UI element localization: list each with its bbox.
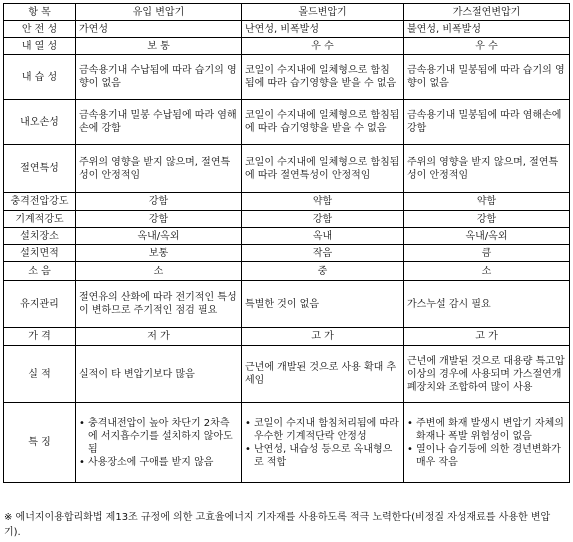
table-cell: 실적이 타 변압기보다 많음 (76, 346, 242, 403)
table-cell: 코일이 수지내에 일체형으로 함침 됨에 따라 습기영향을 받을 수 없음 (242, 55, 404, 100)
table-row (4, 262, 570, 281)
header-oil-transformer: 유입 변압기 (76, 4, 242, 21)
table-cell: 난연성, 비폭발성 (242, 21, 404, 38)
table-cell: 옥내/옥외 (76, 228, 242, 245)
table-cell: 특별한 것이 없음 (242, 281, 404, 328)
row-label: 내오손성 (4, 100, 76, 145)
row-label: 특 징 (4, 403, 76, 483)
table-cell: 큼 (404, 245, 570, 262)
table-row (4, 346, 570, 403)
table-row (4, 281, 570, 328)
table-cell (76, 403, 242, 483)
list-item: • 코일이 수지내 함침처리됨에 따라 우수한 기계적단락 안정성 (245, 417, 400, 443)
table-row (4, 228, 570, 245)
table-cell: 소 (404, 262, 570, 281)
feature-list (79, 417, 238, 469)
table-cell: 가연성 (76, 21, 242, 38)
table-cell: 약함 (404, 193, 570, 211)
row-label: 내 습 성 (4, 55, 76, 100)
feature-list (407, 417, 566, 469)
table-cell: 작음 (242, 245, 404, 262)
table-cell: 우 수 (404, 38, 570, 55)
row-label: 소 음 (4, 262, 76, 281)
table-cell (242, 403, 404, 483)
table-cell: 금속용기내 밀봉 수납됨에 따라 염해손에 강함 (76, 100, 242, 145)
table-cell: 불연성, 비폭발성 (404, 21, 570, 38)
table-cell: 옥내 (242, 228, 404, 245)
table-row (4, 211, 570, 228)
footnote: ※ 에너지이용합리화법 제13조 규정에 의한 고효율에너지 기자재를 사용하도록 적극 노력한다(비정질 자성재료를 사용한 변압기). (4, 512, 551, 538)
table-cell: 강함 (242, 211, 404, 228)
header-item: 항 목 (4, 4, 76, 21)
table-cell: 금속용기내 밀봉됨에 따라 습기의 영향이 없음 (404, 55, 570, 100)
table-cell: 강함 (76, 211, 242, 228)
table-cell: 고 가 (242, 328, 404, 346)
row-label: 가 격 (4, 328, 76, 346)
table-cell: 보 통 (76, 38, 242, 55)
feature-list (245, 417, 400, 469)
table-row (4, 21, 570, 38)
list-item: • 주변에 화재 발생시 변압기 자체의 화재나 폭발 위험성이 없음 (407, 417, 566, 443)
table-cell: 우 수 (242, 38, 404, 55)
table-cell: 가스누설 감시 필요 (404, 281, 570, 328)
table-cell: 보통 (76, 245, 242, 262)
table-row (4, 245, 570, 262)
row-label: 내 열 성 (4, 38, 76, 55)
list-item: • 난연성, 내습성 등으로 옥내형으로 적합 (245, 443, 400, 469)
header-row (4, 4, 570, 21)
table-cell: 저 가 (76, 328, 242, 346)
table-row (4, 328, 570, 346)
table-row (4, 193, 570, 211)
table-cell: 강함 (76, 193, 242, 211)
table-cell: 중 (242, 262, 404, 281)
list-item: • 사용장소에 구애를 받지 않음 (79, 456, 238, 469)
table-cell (404, 403, 570, 483)
table-cell: 코일이 수지내에 일체형으로 함침됨에 따라 절연특성이 안정적임 (242, 145, 404, 193)
table-cell: 코일이 수지내에 일체형으로 함침됨에 따라 습기영향을 받을 수 없음 (242, 100, 404, 145)
table-cell: 금속용기내 수납됨에 따라 습기의 영향이 없음 (76, 55, 242, 100)
table-cell: 약함 (242, 193, 404, 211)
table-cell: 소 (76, 262, 242, 281)
table-cell: 근년에 개발된 것으로 사용 확대 추세임 (242, 346, 404, 403)
table-cell: 강함 (404, 211, 570, 228)
table-cell: 금속용기내 밀봉됨에 따라 염해손에 강함 (404, 100, 570, 145)
row-label: 충격전압강도 (4, 193, 76, 211)
header-mold-transformer: 몰드변압기 (242, 4, 404, 21)
table-cell: 고 가 (404, 328, 570, 346)
table-cell: 주위의 영향을 받지 않으며, 절연특성이 안정적임 (76, 145, 242, 193)
row-label: 유지관리 (4, 281, 76, 328)
table-row (4, 100, 570, 145)
table-cell: 절연유의 산화에 따라 전기적인 특성이 변하므로 주기적인 점검 필요 (76, 281, 242, 328)
row-label: 안 전 성 (4, 21, 76, 38)
table-cell: 근년에 개발된 것으로 대용량 특고압이상의 경우에 사용되며 가스절연개폐장치와 조합하여 많이 사용 (404, 346, 570, 403)
row-label: 실 적 (4, 346, 76, 403)
row-label: 절연특성 (4, 145, 76, 193)
header-gas-transformer: 가스절연변압기 (404, 4, 570, 21)
row-label: 기계적강도 (4, 211, 76, 228)
table-row (4, 403, 570, 483)
table-row (4, 145, 570, 193)
row-label: 설치장소 (4, 228, 76, 245)
list-item: • 열이나 습기등에 의한 경년변화가 매우 작음 (407, 443, 566, 469)
table-cell: 옥내/옥외 (404, 228, 570, 245)
list-item: • 충격내전압이 높아 차단기 2차측에 서지흡수기를 설치하지 않아도 됨 (79, 417, 238, 456)
table-row (4, 55, 570, 100)
transformer-comparison-table (3, 3, 570, 483)
table-cell: 주위의 영향을 받지 않으며, 절연특성이 안정적임 (404, 145, 570, 193)
row-label: 설치면적 (4, 245, 76, 262)
table-row (4, 38, 570, 55)
